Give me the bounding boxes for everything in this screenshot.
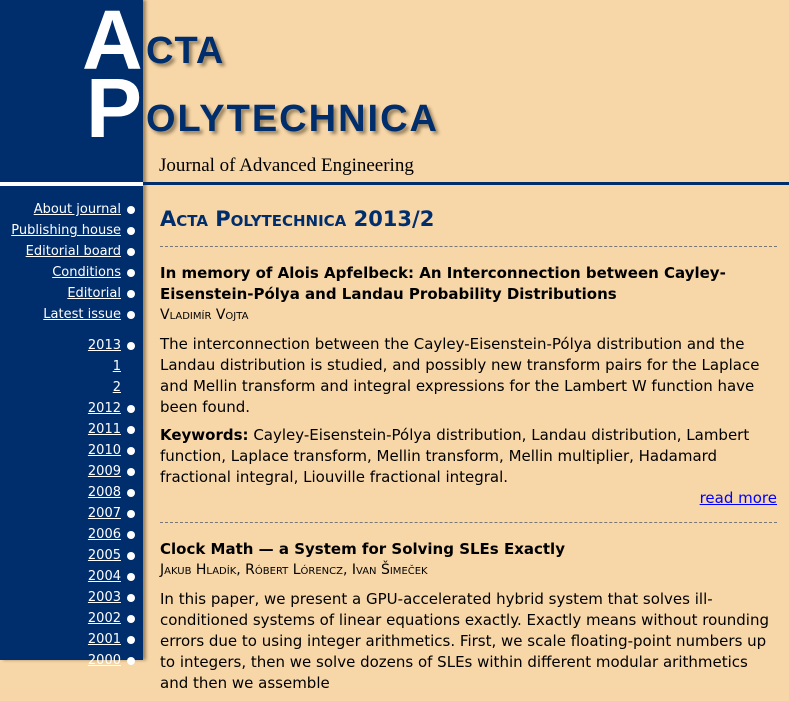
nav-item-latest-issue-link[interactable]: Latest issue [43, 307, 121, 322]
divider [160, 246, 777, 247]
nav-item-editorial-board-link[interactable]: Editorial board [25, 244, 121, 259]
bullet-icon [127, 248, 135, 256]
read-more-link[interactable]: read more [699, 489, 777, 507]
journal-subtitle: Journal of Advanced Engineering [159, 155, 414, 176]
nav-year-2000-link[interactable]: 2000 [87, 653, 121, 668]
nav-year-2009-link[interactable]: 2009 [87, 464, 121, 479]
article-abstract: The interconnection between the Cayley-Eisenstein-Pólya distribution and the Landau distribution is studied, and possibly new transform pairs for the Laplace and Mellin transform and integral expressions for the Lambert W function have been found. [160, 335, 760, 416]
nav-year-2008-link[interactable]: 2008 [87, 485, 121, 500]
nav-year-2010[interactable] [0, 440, 135, 461]
nav-year-2012[interactable] [0, 398, 135, 419]
nav-year-2003[interactable] [0, 587, 135, 608]
nav-item-about-journal-link[interactable]: About journal [33, 202, 121, 217]
bullet-icon [127, 426, 135, 434]
nav-issue-1-link[interactable]: 1 [112, 359, 121, 374]
nav-year-2002-link[interactable]: 2002 [87, 611, 121, 626]
bullet-icon [127, 510, 135, 518]
logo-acta-rest: CTA [146, 30, 225, 72]
bullet-icon [127, 206, 135, 214]
nav-issue-1[interactable] [0, 356, 135, 377]
nav-year-2011-link[interactable]: 2011 [87, 422, 121, 437]
nav-year-2000[interactable] [0, 650, 135, 671]
nav-year-2009[interactable] [0, 461, 135, 482]
nav-item-publishing-house[interactable] [0, 220, 135, 241]
bullet-icon [127, 489, 135, 497]
bullet-icon [127, 447, 135, 455]
article [160, 539, 777, 694]
page-title: Acta Polytechnica 2013/2 [160, 207, 435, 231]
divider [160, 522, 777, 523]
nav-year-2007-link[interactable]: 2007 [87, 506, 121, 521]
divider [0, 182, 143, 186]
nav-item-publishing-house-link[interactable]: Publishing house [11, 223, 121, 238]
article-title[interactable]: Clock Math — a System for Solving SLEs Exactly [160, 540, 565, 558]
bullet-icon [127, 636, 135, 644]
nav-year-2011[interactable] [0, 419, 135, 440]
article-title[interactable]: In memory of Alois Apfelbeck: An Interconnection between Cayley-Eisenstein-Pólya and Landau Probability Distributions [160, 264, 726, 303]
bullet-icon [127, 405, 135, 413]
bullet-icon [127, 227, 135, 235]
nav-year-2006-link[interactable]: 2006 [87, 527, 121, 542]
nav-year-2007[interactable] [0, 503, 135, 524]
article [160, 263, 777, 509]
nav-year-2004[interactable] [0, 566, 135, 587]
nav-item-editorial[interactable] [0, 283, 135, 304]
bullet-icon [127, 594, 135, 602]
bullet-icon [127, 531, 135, 539]
bullet-icon [127, 342, 135, 350]
nav-item-about-journal[interactable] [0, 199, 135, 220]
nav-year-2012-link[interactable]: 2012 [87, 401, 121, 416]
nav-year-2008[interactable] [0, 482, 135, 503]
nav-year-2003-link[interactable]: 2003 [87, 590, 121, 605]
article-abstract: In this paper, we present a GPU-accelerated hybrid system that solves ill-conditioned systems of linear equations exactly. Exactly means without rounding errors due to using integer arithmetics. First, we scale floating-point numbers up to integers, then we solve dozens of SLEs within different modular arithmetics and then we assemble [160, 590, 769, 692]
nav-item-editorial-link[interactable]: Editorial [67, 286, 121, 301]
keywords-label: Keywords: [160, 426, 249, 444]
logo-polytechnica-rest: OLYTECHNICA [146, 98, 439, 140]
nav-year-2005[interactable] [0, 545, 135, 566]
nav-year-2001-link[interactable]: 2001 [87, 632, 121, 647]
article-keywords [160, 425, 777, 488]
nav-year-2002[interactable] [0, 608, 135, 629]
nav-item-conditions[interactable] [0, 262, 135, 283]
bullet-icon [127, 573, 135, 581]
bullet-icon [127, 468, 135, 476]
bullet-icon [127, 657, 135, 665]
sidebar-nav [0, 199, 135, 671]
nav-year-2005-link[interactable]: 2005 [87, 548, 121, 563]
nav-year-2001[interactable] [0, 629, 135, 650]
main-content [160, 205, 777, 701]
nav-item-editorial-board[interactable] [0, 241, 135, 262]
nav-year-2013-link[interactable]: 2013 [87, 338, 121, 353]
logo-letter-p: P [86, 61, 143, 155]
nav-year-2004-link[interactable]: 2004 [87, 569, 121, 584]
bullet-icon [127, 615, 135, 623]
bullet-icon [127, 311, 135, 319]
logo-letter-a: A [82, 0, 143, 87]
nav-issue-2[interactable] [0, 377, 135, 398]
bullet-icon [127, 552, 135, 560]
nav-issue-2-link[interactable]: 2 [112, 380, 121, 395]
keywords-text: Cayley-Eisenstein-Pólya distribution, Landau distribution, Lambert function, Laplace transform, Mellin transform, Mellin multiplier, Hadamard fractional integral, Liouville fractional integral. [160, 426, 750, 486]
nav-year-2006[interactable] [0, 524, 135, 545]
bullet-icon [127, 269, 135, 277]
nav-year-2013[interactable] [0, 335, 135, 356]
article-authors: Vladimír Vojta [160, 307, 249, 323]
divider [143, 182, 789, 185]
nav-year-2010-link[interactable]: 2010 [87, 443, 121, 458]
nav-item-latest-issue[interactable] [0, 304, 135, 325]
article-authors: Jakub Hladík, Róbert Lórencz, Ivan Šimeček [160, 562, 428, 578]
nav-item-conditions-link[interactable]: Conditions [52, 265, 121, 280]
bullet-icon [127, 290, 135, 298]
